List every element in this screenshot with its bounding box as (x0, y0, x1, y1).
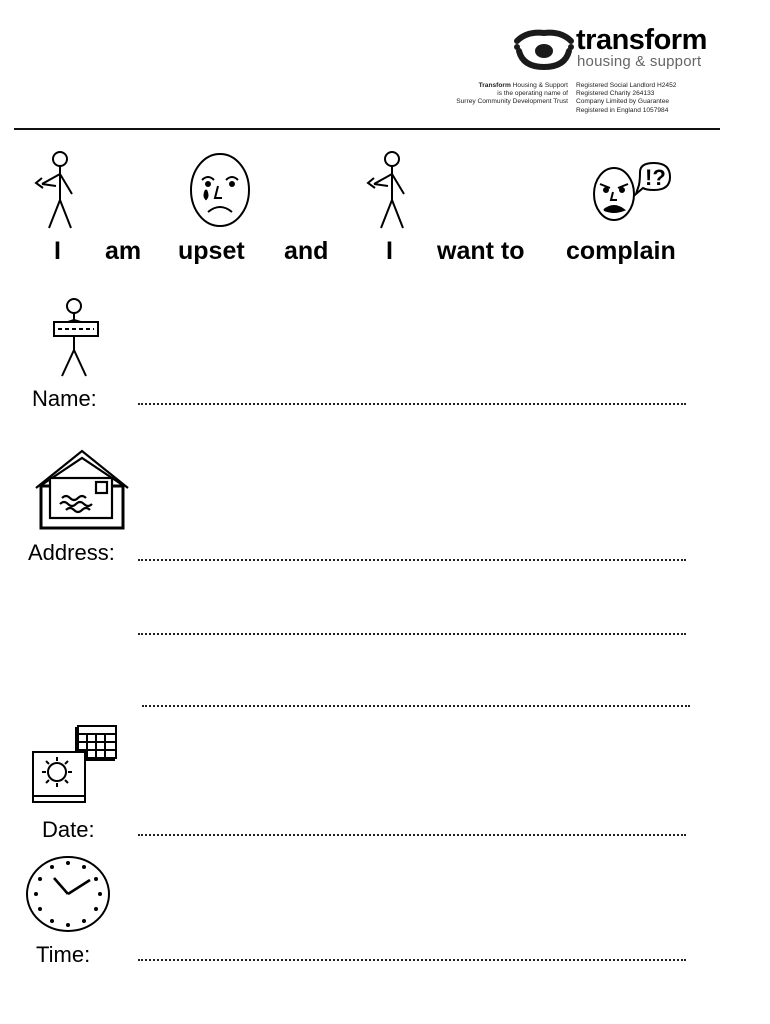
operating-name-info (456, 82, 568, 107)
header-divider (14, 128, 720, 130)
clock-icon (24, 854, 112, 934)
address-field-line-3[interactable] (142, 705, 690, 707)
sentence-word-am: am (105, 237, 142, 265)
info-left-line3: Surrey Community Development Trust (456, 98, 568, 106)
registration-line: Registered Charity 264133 (576, 90, 655, 98)
transform-logo-icon (513, 27, 575, 71)
person-icon (366, 150, 414, 232)
address-label: Address: (28, 540, 115, 565)
registration-line: Company Limited by Guarantee (576, 98, 670, 106)
person-icon (34, 150, 82, 232)
brand-subtitle: housing & support (577, 53, 702, 70)
info-left-line1: Housing & Support (510, 82, 568, 89)
info-left-line2: is the operating name of (497, 90, 568, 98)
info-left-bold: Transform (478, 82, 511, 89)
brand-name: transform (576, 24, 707, 56)
registration-info (576, 82, 676, 115)
svg-text:!?: !? (645, 165, 666, 190)
registration-line: Registered in England 1057984 (576, 106, 669, 114)
sentence-word-i: I (386, 237, 393, 265)
date-field[interactable] (138, 834, 686, 836)
name-field[interactable] (138, 403, 686, 405)
address-field-line-1[interactable] (138, 559, 686, 561)
sentence-word-and: and (284, 237, 329, 265)
complain-face-icon (588, 160, 678, 224)
sentence-word-want-to: want to (437, 237, 525, 265)
calendar-sun-icon (30, 724, 122, 806)
house-letter-icon (34, 448, 130, 530)
address-field-line-2[interactable] (138, 633, 686, 635)
sentence-word-i: I (54, 237, 61, 265)
time-label: Time: (36, 942, 91, 967)
upset-face-icon (188, 150, 252, 230)
name-label: Name: (32, 386, 97, 411)
registration-line: Registered Social Landlord H2452 (576, 82, 677, 89)
date-label: Date: (42, 817, 95, 842)
sentence-word-complain: complain (566, 237, 676, 265)
time-field[interactable] (138, 959, 686, 961)
sentence-word-upset: upset (178, 237, 245, 265)
person-with-name-card-icon (40, 296, 110, 380)
